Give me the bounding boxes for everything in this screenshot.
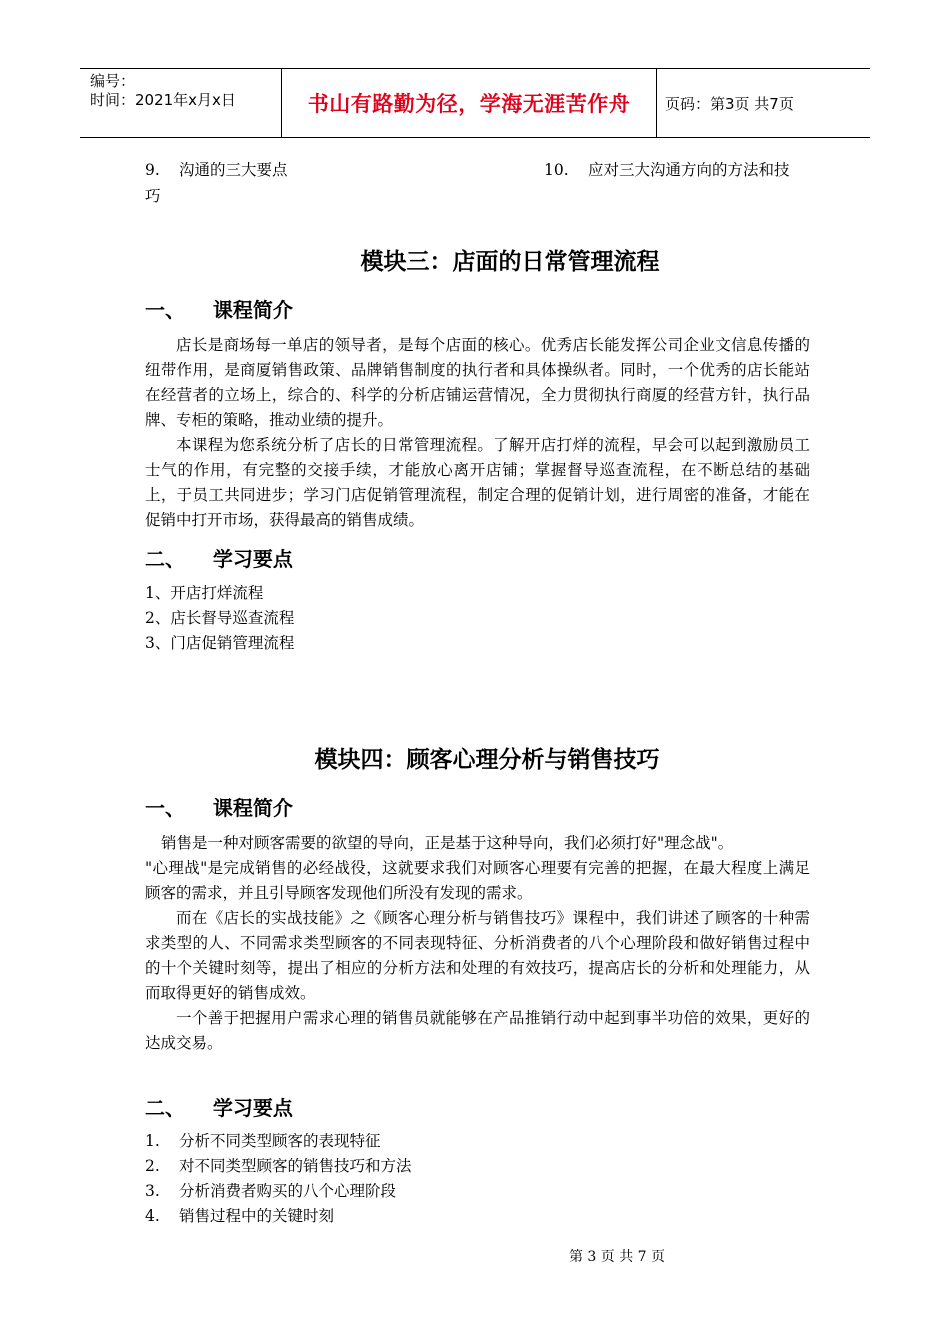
header-motto: 书山有路勤为径，学海无涯苦作舟 <box>282 69 657 137</box>
item-number: 10. <box>544 161 569 179</box>
page-footer: 第 3 页 共 7 页 <box>568 1249 666 1265</box>
number-label: 编号： <box>90 72 136 90</box>
item-text: 分析不同类型顾客的表现特征 <box>179 1132 381 1150</box>
list-item: 2、店长督导巡查流程 <box>145 609 295 627</box>
module3-section2-heading: 二、 学习要点 <box>145 547 293 571</box>
list-item-9 <box>145 158 288 183</box>
time-label: 时间：2021年x月x日 <box>90 91 236 109</box>
module4-title: 模块四：顾客心理分析与销售技巧 <box>314 747 660 773</box>
list-item <box>145 1154 412 1179</box>
item-text: 分析消费者购买的八个心理阶段 <box>179 1182 397 1200</box>
item-number: 1. <box>145 1132 160 1150</box>
list-item <box>145 1129 412 1154</box>
list-item: 3、门店促销管理流程 <box>145 634 295 652</box>
list-item-10 <box>544 158 790 183</box>
module4-section2-heading: 二、 学习要点 <box>145 1096 293 1120</box>
list-item <box>145 1204 412 1229</box>
module3-intro-para1: 店长是商场每一单店的领导者，是每个店面的核心。优秀店长能发挥公司企业文信息传播的纽带作用，是商厦销售政策、品牌销售制度的执行者和具体操纵者。同时，一个优秀的店长能站在经营者的立场上，综合的、科学的分析店铺运营情况，全力贯彻执行商厦的经营方针，执行品牌、专柜的策略，推动业绩的提升。 <box>145 336 810 429</box>
module3-intro-para2: 本课程为您系统分析了店长的日常管理流程。了解开店打烊的流程，早会可以起到激励员工士气的作用，有完整的交接手续，才能放心离开店铺；掌握督导巡查流程，在不断总结的基础上，于员工共同进步；学习门店促销管理流程，制定合理的促销计划，进行周密的准备，才能在促销中打开市场，获得最高的销售成绩。 <box>145 436 810 529</box>
header-page-label: 页码：第3页 共7页 <box>665 94 794 113</box>
module4-intro-para3: 一个善于把握用户需求心理的销售员就能够在产品推销行动中起到事半功倍的效果，更好的达成交易。 <box>145 1009 810 1052</box>
item-text: 沟通的三大要点 <box>179 161 288 179</box>
item-number: 4. <box>145 1207 160 1225</box>
item-number: 2. <box>145 1157 160 1175</box>
list-item <box>145 1179 412 1204</box>
item-text: 销售过程中的关键时刻 <box>179 1207 335 1225</box>
module4-intro-para1-rest: "心理战"是完成销售的必经战役，这就要求我们对顾客心理要有完善的把握，在最大程度上满足顾客的需求，并且引导顾客发现他们所没有发现的需求。 <box>145 859 810 902</box>
item-text: 对不同类型顾客的销售技巧和方法 <box>179 1157 412 1175</box>
item-number: 3. <box>145 1182 160 1200</box>
list-item: 1、开店打烊流程 <box>145 584 264 602</box>
page-header <box>80 68 870 138</box>
item-number: 9. <box>145 161 160 179</box>
item-text: 应对三大沟通方向的方法和技 <box>588 161 790 179</box>
module4-intro-para1-line1: 销售是一种对顾客需要的欲望的导向，正是基于这种导向，我们必须打好"理念战"。 <box>161 834 734 852</box>
module3-title: 模块三：店面的日常管理流程 <box>360 249 660 275</box>
module4-section1-heading: 一、 课程简介 <box>145 796 293 820</box>
module4-points-list <box>145 1129 412 1229</box>
module3-section1-heading: 一、 课程简介 <box>145 298 293 322</box>
module4-intro-para2: 而在《店长的实战技能》之《顾客心理分析与销售技巧》课程中，我们讲述了顾客的十种需求类型的人、不同需求类型顾客的不同表现特征、分析消费者的八个心理阶段和做好销售过程中的十个关键时刻等，提出了相应的分析方法和处理的有效技巧，提高店长的分析和处理能力，从而取得更好的销售成效。 <box>145 909 810 1002</box>
header-info-cell <box>80 69 282 137</box>
module3-points-list <box>145 581 294 656</box>
list-item-9-wrap: 巧 <box>145 187 161 205</box>
